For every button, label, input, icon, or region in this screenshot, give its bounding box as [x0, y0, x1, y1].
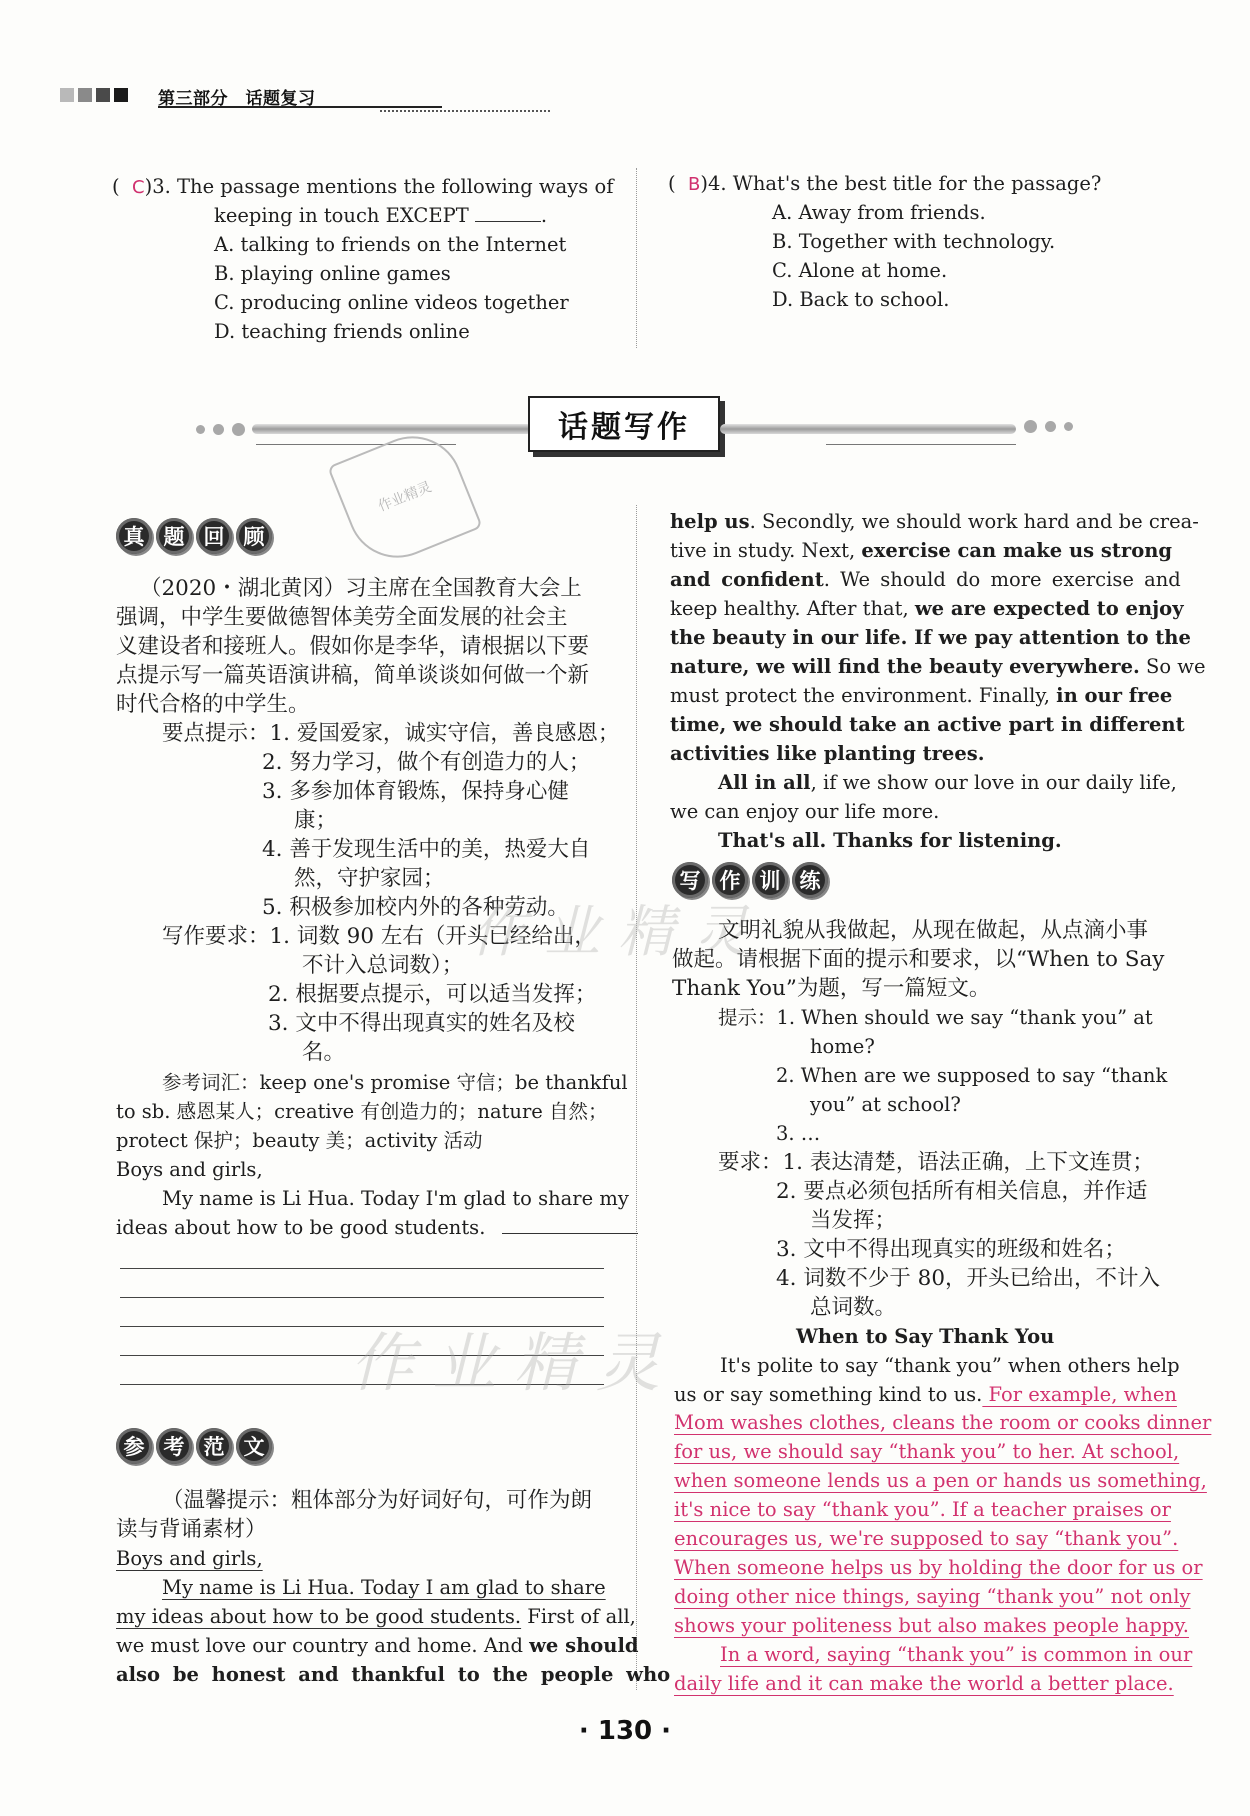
heading-char-4: 顾: [236, 518, 272, 554]
stamp-logo: 作业精灵: [327, 421, 483, 572]
heading-cankao-fanwen: [116, 1428, 272, 1464]
r-line-7b: in our free: [1056, 684, 1173, 707]
banner-dots-left: [196, 423, 245, 436]
s1-intro-3: 义建设者和接班人。假如你是李华，请根据以下要: [116, 634, 590, 659]
header-dotted-rule: [380, 110, 550, 112]
s1-intro-1: （2020・湖北黄冈）习主席在全国教育大会上: [140, 576, 582, 601]
q4-option-d: D. Back to school.: [772, 288, 950, 311]
heading-xiezuo-xunlian: [672, 862, 828, 898]
s1-req-3b: 名。: [302, 1040, 346, 1065]
header-title: 第三部分 话题复习: [158, 89, 316, 109]
s1-intro-4: 点提示写一篇英语演讲稿，简单谈谈如何做一个新: [116, 663, 590, 688]
r-line-2: [670, 536, 1172, 565]
heading2-char-4: 文: [236, 1428, 272, 1464]
section-banner: 话题写作: [528, 396, 720, 452]
s3-req-3: 3. 文中不得出现真实的班级和姓名；: [776, 1237, 1126, 1262]
r-line-5: the beauty in our life. If we pay attention to the: [670, 626, 1191, 649]
r-line-1: [670, 507, 1199, 536]
q3-open-paren: (: [112, 175, 133, 198]
r-line-9: activities like planting trees.: [670, 742, 985, 765]
question-4: [668, 169, 1101, 199]
banner-bar-left: [252, 424, 532, 434]
s3-intro-3: Thank You”为题，写一篇短文。: [672, 976, 991, 1001]
s1-point-3b: 康；: [294, 808, 338, 833]
r-line-1b: . Secondly, we should work hard and be crea-: [749, 510, 1199, 533]
banner-dots-right: [1024, 420, 1073, 433]
heading3-char-1: 写: [672, 862, 708, 898]
r-line-8: time, we should take an active part in different: [670, 713, 1185, 736]
q4-answer: B: [688, 174, 701, 195]
r-line-12: That's all. Thanks for listening.: [718, 829, 1062, 852]
s3-req-1: 要求：1. 表达清楚，语法正确，上下文连贯；: [718, 1150, 1154, 1175]
s3-req-2: 2. 要点必须包括所有相关信息，并作适: [776, 1179, 1148, 1204]
s3-answer-3: for us, we should say “thank you” to her. At school,: [674, 1440, 1180, 1463]
s2-tip-1: （温馨提示：粗体部分为好词好句，可作为朗: [162, 1488, 593, 1513]
s1-point-4b: 然，守护家园；: [294, 866, 445, 891]
s1-point-5: 5. 积极参加校内外的各种劳动。: [262, 895, 569, 920]
r-line-7a: must protect the environment. Finally,: [670, 684, 1057, 707]
q4-option-b: B. Together with technology.: [772, 230, 1056, 253]
s3-intro-2: 做起。请根据下面的提示和要求，以“When to Say: [672, 947, 1165, 972]
r-line-7: [670, 681, 1172, 710]
column-divider-main: [636, 505, 637, 1690]
s3-req-4: 4. 词数不少于 80，开头已给出，不计入: [776, 1266, 1161, 1291]
q3-option-d: D. teaching friends online: [214, 320, 470, 343]
q3-blank: [475, 221, 541, 222]
r-line-10: [718, 768, 1177, 797]
s1-start-2: [116, 1213, 638, 1242]
s3-answer-11: daily life and it can make the world a better place.: [674, 1672, 1174, 1695]
q3-option-b: B. playing online games: [214, 262, 451, 285]
s3-para-1: It's polite to say “thank you” when others help: [720, 1354, 1180, 1377]
s1-req-1b: 不计入总词数）；: [302, 953, 464, 978]
q3-stem-line2: keeping in touch EXCEPT .: [214, 204, 548, 227]
s1-vocab-2: to sb. 感恩某人；creative 有创造力的；nature 自然；: [116, 1100, 608, 1123]
s1-greeting: Boys and girls,: [116, 1158, 263, 1181]
s3-title: When to Say Thank You: [796, 1325, 1055, 1348]
s3-answer-4: when someone lends us a pen or hands us something,: [674, 1469, 1207, 1492]
s2-line-1: My name is Li Hua. Today I am glad to share: [162, 1576, 606, 1599]
s2-greeting: Boys and girls,: [116, 1547, 263, 1570]
s1-point-2: 2. 努力学习，做个有创造力的人；: [262, 750, 591, 775]
q4-option-a: A. Away from friends.: [772, 201, 986, 224]
banner-rule-right: [826, 444, 1016, 445]
q3-option-c: C. producing online videos together: [214, 291, 569, 314]
s3-answer-9: shows your politeness but also makes people happy.: [674, 1614, 1189, 1637]
heading3-char-4: 练: [792, 862, 828, 898]
r-line-3: [670, 565, 1181, 594]
q3-answer: C: [132, 177, 145, 198]
banner-bar-right: [720, 424, 1016, 434]
s3-hint-3: 3. …: [776, 1122, 821, 1145]
s3-answer-1: For example, when: [982, 1383, 1177, 1406]
s1-vocab-1: 参考词汇：keep one's promise 守信；be thankful: [162, 1071, 628, 1094]
s3-para-2: [674, 1380, 1177, 1410]
s2-tip-2: 读与背诵素材）: [116, 1517, 267, 1542]
q4-stem: )4. What's the best title for the passage?: [700, 172, 1102, 195]
watermark-lower: 作业精灵: [350, 1327, 678, 1401]
s3-para-2-text: us or say something kind to us.: [674, 1383, 983, 1406]
r-line-4b: we are expected to enjoy: [914, 597, 1184, 620]
heading-char-1: 真: [116, 518, 152, 554]
heading3-char-3: 训: [752, 862, 788, 898]
header-blocks: [60, 88, 128, 102]
heading2-char-3: 范: [196, 1428, 232, 1464]
question-3: [112, 172, 613, 202]
r-line-2a: tive in study. Next,: [670, 539, 862, 562]
s1-point-3: 3. 多参加体育锻炼，保持身心健: [262, 779, 569, 804]
r-line-6b: So we: [1139, 655, 1206, 678]
s1-start-2-text: ideas about how to be good students.: [116, 1216, 486, 1239]
heading-char-3: 回: [196, 518, 232, 554]
s3-answer-10: In a word, saying “thank you” is common in our: [720, 1643, 1193, 1666]
s1-intro-5: 时代合格的中学生。: [116, 692, 310, 717]
s2-line-2b: First of all,: [521, 1605, 636, 1628]
s3-intro-1: 文明礼貌从我做起，从现在做起，从点滴小事: [718, 918, 1149, 943]
s2-line-2: [116, 1602, 636, 1631]
r-line-10b: , if we show our love in our daily life,: [810, 771, 1177, 794]
r-line-2b: exercise can make us strong: [861, 539, 1173, 562]
s3-answer-6: encourages us, we're supposed to say “thank you”.: [674, 1527, 1179, 1550]
s1-req-2: 2. 根据要点提示，可以适当发挥；: [268, 982, 597, 1007]
heading2-char-2: 考: [156, 1428, 192, 1464]
s1-vocab-3: protect 保护；beauty 美；activity 活动: [116, 1129, 483, 1152]
s1-blank: [502, 1233, 638, 1234]
s3-hint-1b: home?: [810, 1035, 875, 1058]
q4-open-paren: (: [668, 172, 689, 195]
heading3-char-2: 作: [712, 862, 748, 898]
s1-point-4: 4. 善于发现生活中的美，热爱大自: [262, 837, 591, 862]
r-line-6: [670, 652, 1206, 681]
r-line-3a: and confident: [670, 568, 824, 591]
s2-line-4: also be honest and thankful to the people who: [116, 1663, 671, 1686]
s2-line-3b: we should: [529, 1634, 639, 1657]
s3-answer-5: it's nice to say “thank you”. If a teacher praises or: [674, 1498, 1171, 1521]
s3-answer-2: Mom washes clothes, cleans the room or cooks dinner: [674, 1411, 1212, 1434]
s3-answer-7: When someone helps us by holding the door for us or: [674, 1556, 1203, 1579]
s3-hint-2: 2. When are we supposed to say “thank: [776, 1064, 1168, 1087]
column-divider-top: [636, 168, 637, 348]
q4-option-c: C. Alone at home.: [772, 259, 948, 282]
s2-line-3: [116, 1631, 639, 1660]
s3-hint-1: 提示：1. When should we say “thank you” at: [718, 1006, 1153, 1029]
s1-intro-2: 强调，中学生要做德智体美劳全面发展的社会主: [116, 605, 568, 630]
page-number: · 130 ·: [578, 1716, 672, 1746]
s1-req-1: 写作要求：1. 词数 90 左右（开头已经给出，: [162, 924, 596, 949]
s2-line-3a: we must love our country and home. And: [116, 1634, 530, 1657]
q3-stem-line2-text: keeping in touch EXCEPT: [214, 204, 469, 227]
s1-start-1: My name is Li Hua. Today I'm glad to share my: [162, 1187, 629, 1210]
heading-zhenti-huigu: [116, 518, 272, 554]
heading-char-2: 题: [156, 518, 192, 554]
r-line-1a: help us: [670, 510, 750, 533]
r-line-10a: All in all: [718, 771, 811, 794]
r-line-4: [670, 594, 1184, 623]
s3-answer-8: doing other nice things, saying “thank you” not only: [674, 1585, 1191, 1608]
q3-option-a: A. talking to friends on the Internet: [214, 233, 567, 256]
s2-line-2a: my ideas about how to be good students.: [116, 1605, 522, 1628]
s3-req-2b: 当发挥；: [810, 1208, 897, 1233]
watermark-upper: 作业精灵: [470, 900, 766, 965]
s1-point-1: 要点提示：1. 爱国爱家，诚实守信，善良感恩；: [162, 721, 620, 746]
s1-req-3: 3. 文中不得出现真实的姓名及校: [268, 1011, 575, 1036]
s3-req-4b: 总词数。: [810, 1295, 897, 1320]
r-line-4a: keep healthy. After that,: [670, 597, 915, 620]
header-rule: [158, 106, 442, 108]
r-line-6a: nature, we will find the beauty everywhere.: [670, 655, 1140, 678]
r-line-11: we can enjoy our life more.: [670, 800, 940, 823]
heading2-char-1: 参: [116, 1428, 152, 1464]
writing-line-1[interactable]: [120, 1268, 604, 1269]
writing-line-2[interactable]: [120, 1297, 604, 1298]
s3-hint-2b: you” at school?: [810, 1093, 961, 1116]
r-line-3b: . We should do more exercise and: [823, 568, 1181, 591]
q3-stem-line1: )3. The passage mentions the following ways of: [144, 175, 614, 198]
